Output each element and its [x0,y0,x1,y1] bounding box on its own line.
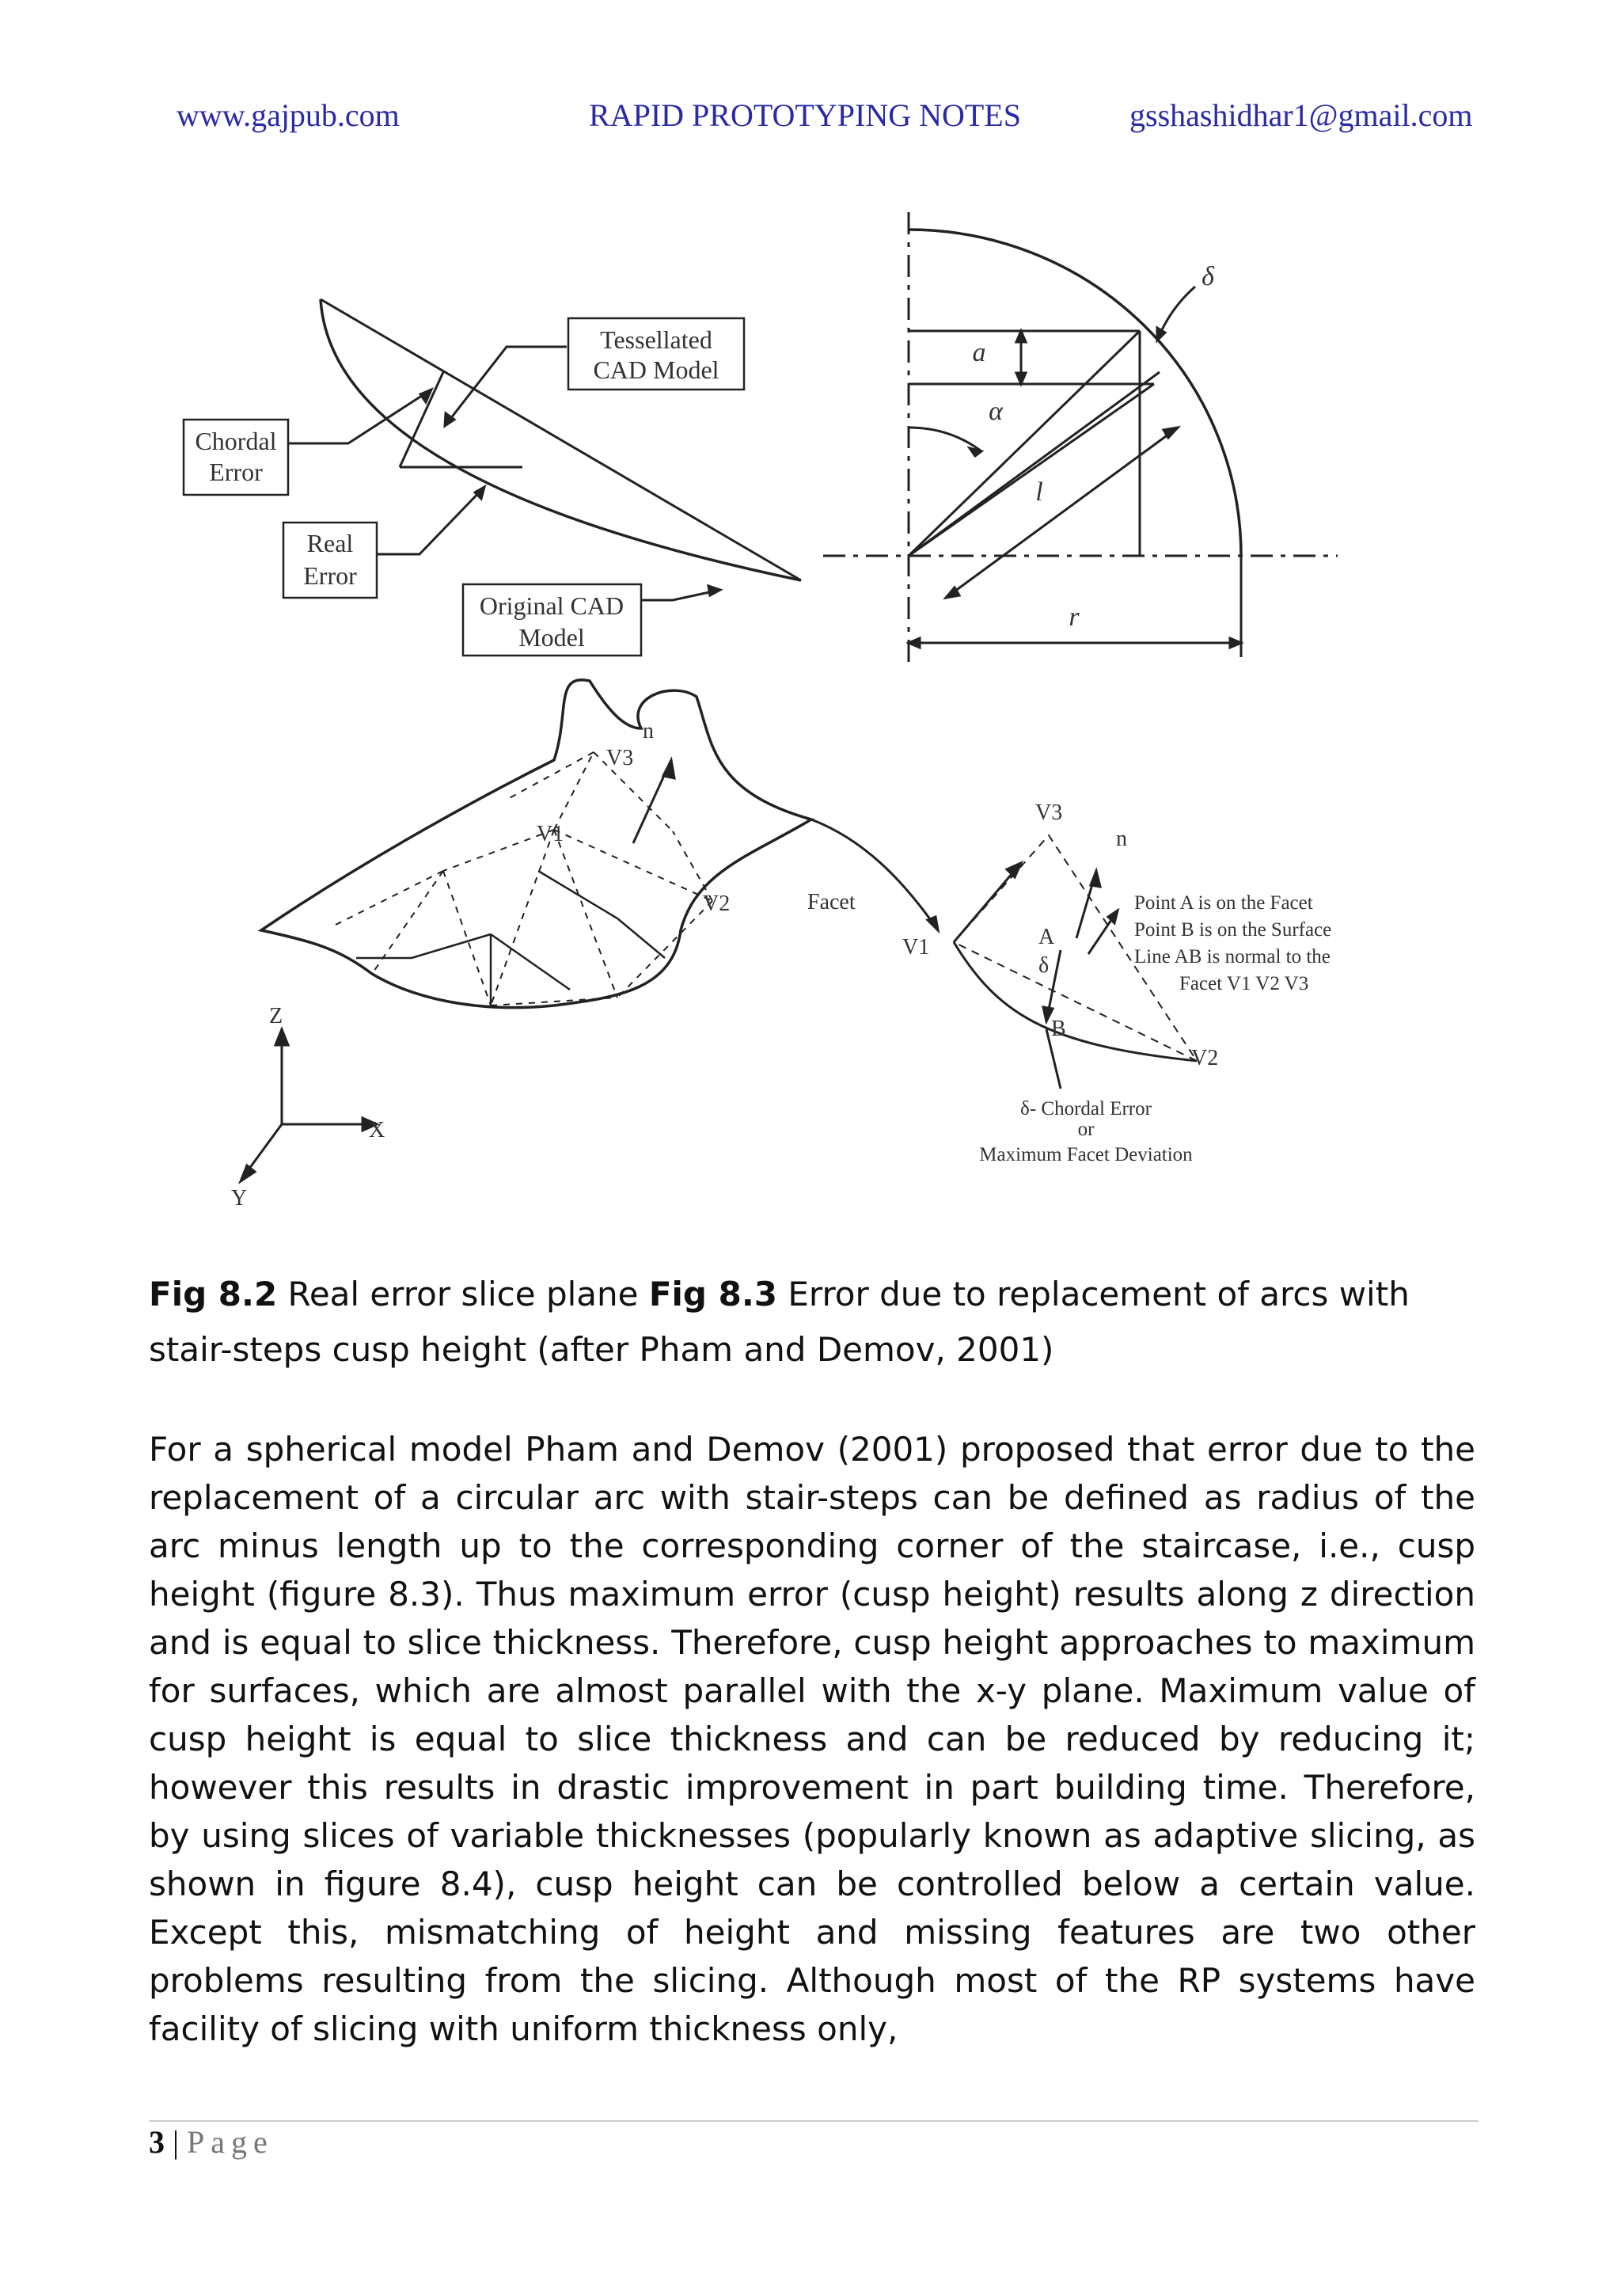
label-l: l [1035,477,1043,507]
label-v1-detail: V1 [902,935,930,960]
label-v3-surface: V3 [606,746,634,770]
label-v3-detail: V3 [1035,800,1063,825]
label-real-1: Real [306,529,354,557]
label-original-2: Model [518,623,585,652]
header-email: gsshashidhar1@gmail.com [1129,97,1473,133]
label-v1-surface: V1 [537,822,564,846]
label-tessellated-2: CAD Model [593,355,719,384]
page-number: 3 [149,2124,165,2160]
fig-8-3-diagram [823,212,1338,665]
footer-divider [149,2120,1479,2122]
label-v2-surface: V2 [703,891,731,916]
chordal-error-line-2: or [1077,1119,1095,1140]
caption-fig-8-3-text: Error due to replacement of arcs with stair-steps cusp height (after Pham and Demov, 2001) [149,1275,1410,1369]
page-label: Page [187,2124,274,2160]
label-axis-x: X [369,1118,385,1142]
figure-caption [149,1267,1479,1378]
label-n-surface: n [643,719,654,743]
label-original-1: Original CAD [479,591,624,620]
chordal-error-line-1: δ- Chordal Error [1020,1098,1152,1119]
body-paragraph: For a spherical model Pham and Demov (2001) proposed that error due to the replacement of a circular arc with stair-steps can be defined as radius of the arc minus length up to the corresponding corner of the staircase, i.e., cusp height (figure 8.3). Thus maximum error (cusp height) results along z direction and is equal to slice thickness. Therefore, cusp height approaches to maximum for surfaces, which are almost parallel with the x-y plane. Maximum value of cusp height is equal to slice thickness and can be reduced by reducing it; however this results in drastic improvement in part building time. Therefore, by using slices of variable thicknesses (popularly known as adaptive slicing, as shown in figure 8.4), cusp height can be controlled below a certain value. Except this, mismatching of height and missing features are two other problems resulting from the slicing. Although most of the RP systems have facility of slicing with uniform thickness only, [149,1430,1475,2048]
label-chordal-1: Chordal [195,427,277,455]
caption-fig-8-3-label: Fig 8.3 [648,1275,778,1313]
note-line-ab: Line AB is normal to the [1134,946,1331,967]
caption-fig-8-2-text: Real error slice plane [277,1275,649,1313]
note-point-b: Point B is on the Surface [1134,919,1332,941]
caption-fig-8-2-label: Fig 8.2 [149,1275,278,1313]
label-a-detail: A [1038,925,1055,949]
header-website: www.gajpub.com [177,97,400,133]
label-a: a [972,338,986,367]
label-axis-y: Y [231,1186,248,1211]
label-chordal-2: Error [209,458,263,486]
label-r: r [1069,603,1080,632]
label-real-2: Error [303,561,357,590]
label-v2-detail: V2 [1191,1046,1219,1070]
chordal-error-line-3: Maximum Facet Deviation [979,1144,1193,1165]
note-point-a: Point A is on the Facet [1134,892,1313,914]
label-b-detail: B [1051,1017,1066,1041]
label-facet: Facet [807,890,856,914]
label-delta: δ [1202,262,1214,291]
page-separator: | [165,2124,188,2160]
header-title: RAPID PROTOTYPING NOTES [589,97,1021,133]
label-tessellated-1: Tessellated [600,325,712,354]
label-axis-z: Z [269,1004,283,1028]
note-facet: Facet V1 V2 V3 [1179,973,1309,994]
label-alpha: α [989,397,1003,426]
page-footer [149,2123,274,2161]
label-delta-detail: δ [1038,953,1050,978]
label-n-detail: n [1116,827,1127,851]
